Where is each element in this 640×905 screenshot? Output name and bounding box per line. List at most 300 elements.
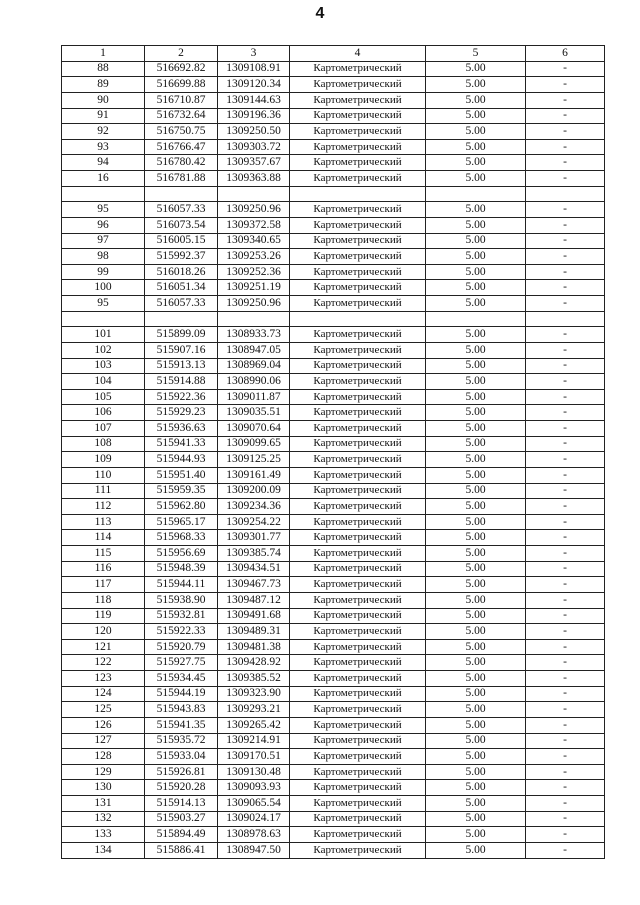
table-row <box>62 171 605 187</box>
x-coordinate-cell: 515894.49 <box>145 827 218 843</box>
x-coordinate-cell: 515936.63 <box>145 421 218 437</box>
accuracy-cell: 5.00 <box>426 342 526 358</box>
method-cell: Картометрический <box>290 77 426 93</box>
note-cell: - <box>526 655 605 671</box>
coordinates-table <box>61 45 605 859</box>
note-cell: - <box>526 592 605 608</box>
accuracy-cell: 5.00 <box>426 405 526 421</box>
x-coordinate-cell: 515941.33 <box>145 436 218 452</box>
x-coordinate-cell: 516005.15 <box>145 233 218 249</box>
point-number-cell: 89 <box>62 77 145 93</box>
point-number-cell: 97 <box>62 233 145 249</box>
method-cell: Картометрический <box>290 202 426 218</box>
point-number-cell: 117 <box>62 577 145 593</box>
point-number-cell: 110 <box>62 467 145 483</box>
note-cell: - <box>526 436 605 452</box>
accuracy-cell: 5.00 <box>426 280 526 296</box>
accuracy-cell: 5.00 <box>426 139 526 155</box>
x-coordinate-cell: 515944.19 <box>145 686 218 702</box>
y-coordinate-cell: 1309250.96 <box>218 202 290 218</box>
method-cell: Картометрический <box>290 639 426 655</box>
method-cell: Картометрический <box>290 671 426 687</box>
note-cell: - <box>526 514 605 530</box>
accuracy-cell: 5.00 <box>426 217 526 233</box>
point-number-cell: 124 <box>62 686 145 702</box>
point-number-cell: 99 <box>62 264 145 280</box>
accuracy-cell: 5.00 <box>426 467 526 483</box>
x-coordinate-cell: 516766.47 <box>145 139 218 155</box>
y-coordinate-cell: 1309214.91 <box>218 733 290 749</box>
accuracy-cell: 5.00 <box>426 436 526 452</box>
point-number-cell: 105 <box>62 389 145 405</box>
y-coordinate-cell: 1309253.26 <box>218 249 290 265</box>
y-coordinate-cell: 1309125.25 <box>218 452 290 468</box>
accuracy-cell: 5.00 <box>426 842 526 858</box>
table-row <box>62 296 605 312</box>
method-cell: Картометрический <box>290 264 426 280</box>
method-cell: Картометрический <box>290 546 426 562</box>
method-cell: Картометрический <box>290 592 426 608</box>
method-cell: Картометрический <box>290 796 426 812</box>
accuracy-cell: 5.00 <box>426 171 526 187</box>
point-number-cell: 132 <box>62 811 145 827</box>
y-coordinate-cell: 1309070.64 <box>218 421 290 437</box>
method-cell: Картометрический <box>290 811 426 827</box>
y-coordinate-cell: 1309372.58 <box>218 217 290 233</box>
x-coordinate-cell: 516750.75 <box>145 124 218 140</box>
accuracy-cell: 5.00 <box>426 624 526 640</box>
note-cell: - <box>526 686 605 702</box>
y-coordinate-cell: 1309093.93 <box>218 780 290 796</box>
accuracy-cell: 5.00 <box>426 561 526 577</box>
method-cell: Картометрический <box>290 436 426 452</box>
y-coordinate-cell <box>218 186 290 202</box>
x-coordinate-cell: 515899.09 <box>145 327 218 343</box>
note-cell: - <box>526 624 605 640</box>
table-row <box>62 811 605 827</box>
note-cell: - <box>526 405 605 421</box>
table-row <box>62 374 605 390</box>
point-number-cell: 108 <box>62 436 145 452</box>
method-cell: Картометрический <box>290 171 426 187</box>
y-coordinate-cell: 1309250.96 <box>218 296 290 312</box>
y-coordinate-cell: 1309200.09 <box>218 483 290 499</box>
table-row <box>62 467 605 483</box>
method-cell: Картометрический <box>290 280 426 296</box>
accuracy-cell: 5.00 <box>426 61 526 77</box>
point-number-cell: 102 <box>62 342 145 358</box>
column-header: 3 <box>218 46 290 62</box>
y-coordinate-cell: 1308969.04 <box>218 358 290 374</box>
point-number-cell: 111 <box>62 483 145 499</box>
table-row <box>62 546 605 562</box>
point-number-cell: 115 <box>62 546 145 562</box>
table-row <box>62 202 605 218</box>
method-cell: Картометрический <box>290 686 426 702</box>
accuracy-cell: 5.00 <box>426 796 526 812</box>
table-row <box>62 780 605 796</box>
table-row <box>62 671 605 687</box>
x-coordinate-cell: 516692.82 <box>145 61 218 77</box>
note-cell: - <box>526 811 605 827</box>
accuracy-cell: 5.00 <box>426 389 526 405</box>
table-body <box>62 61 605 858</box>
table-row <box>62 561 605 577</box>
table-row <box>62 452 605 468</box>
x-coordinate-cell: 515943.83 <box>145 702 218 718</box>
y-coordinate-cell: 1309250.50 <box>218 124 290 140</box>
method-cell: Картометрический <box>290 780 426 796</box>
note-cell: - <box>526 108 605 124</box>
point-number-cell: 122 <box>62 655 145 671</box>
note-cell: - <box>526 155 605 171</box>
point-number-cell: 134 <box>62 842 145 858</box>
method-cell: Картометрический <box>290 249 426 265</box>
table-row <box>62 311 605 327</box>
x-coordinate-cell: 515965.17 <box>145 514 218 530</box>
method-cell: Картометрический <box>290 374 426 390</box>
table-row <box>62 733 605 749</box>
column-header: 5 <box>426 46 526 62</box>
note-cell: - <box>526 842 605 858</box>
accuracy-cell: 5.00 <box>426 577 526 593</box>
y-coordinate-cell: 1309340.65 <box>218 233 290 249</box>
x-coordinate-cell <box>145 186 218 202</box>
note-cell: - <box>526 499 605 515</box>
table-row <box>62 389 605 405</box>
method-cell: Картометрический <box>290 405 426 421</box>
note-cell: - <box>526 421 605 437</box>
point-number-cell: 94 <box>62 155 145 171</box>
x-coordinate-cell: 515938.90 <box>145 592 218 608</box>
method-cell: Картометрический <box>290 421 426 437</box>
x-coordinate-cell: 515929.23 <box>145 405 218 421</box>
table-row <box>62 249 605 265</box>
method-cell: Картометрический <box>290 514 426 530</box>
method-cell: Картометрический <box>290 233 426 249</box>
accuracy-cell: 5.00 <box>426 702 526 718</box>
y-coordinate-cell: 1309099.65 <box>218 436 290 452</box>
y-coordinate-cell: 1309120.34 <box>218 77 290 93</box>
point-number-cell: 119 <box>62 608 145 624</box>
point-number-cell: 88 <box>62 61 145 77</box>
accuracy-cell: 5.00 <box>426 827 526 843</box>
accuracy-cell: 5.00 <box>426 296 526 312</box>
table-row <box>62 92 605 108</box>
x-coordinate-cell: 516051.34 <box>145 280 218 296</box>
x-coordinate-cell: 515951.40 <box>145 467 218 483</box>
y-coordinate-cell: 1309293.21 <box>218 702 290 718</box>
accuracy-cell <box>426 311 526 327</box>
y-coordinate-cell: 1309108.91 <box>218 61 290 77</box>
y-coordinate-cell: 1309301.77 <box>218 530 290 546</box>
method-cell: Картометрический <box>290 842 426 858</box>
table-row <box>62 764 605 780</box>
table-row <box>62 186 605 202</box>
column-header: 1 <box>62 46 145 62</box>
y-coordinate-cell: 1309363.88 <box>218 171 290 187</box>
note-cell: - <box>526 202 605 218</box>
y-coordinate-cell: 1309234.36 <box>218 499 290 515</box>
point-number-cell: 16 <box>62 171 145 187</box>
x-coordinate-cell: 515944.11 <box>145 577 218 593</box>
method-cell: Картометрический <box>290 92 426 108</box>
method-cell: Картометрический <box>290 467 426 483</box>
point-number-cell: 133 <box>62 827 145 843</box>
note-cell: - <box>526 327 605 343</box>
method-cell: Картометрический <box>290 655 426 671</box>
accuracy-cell: 5.00 <box>426 77 526 93</box>
point-number-cell: 107 <box>62 421 145 437</box>
method-cell: Картометрический <box>290 452 426 468</box>
point-number-cell <box>62 186 145 202</box>
table-row <box>62 61 605 77</box>
y-coordinate-cell: 1309252.36 <box>218 264 290 280</box>
note-cell: - <box>526 483 605 499</box>
point-number-cell: 123 <box>62 671 145 687</box>
table-row <box>62 499 605 515</box>
note-cell: - <box>526 217 605 233</box>
x-coordinate-cell: 516699.88 <box>145 77 218 93</box>
point-number-cell: 113 <box>62 514 145 530</box>
method-cell: Картометрический <box>290 124 426 140</box>
table-row <box>62 421 605 437</box>
accuracy-cell: 5.00 <box>426 717 526 733</box>
accuracy-cell: 5.00 <box>426 671 526 687</box>
x-coordinate-cell: 515907.16 <box>145 342 218 358</box>
accuracy-cell: 5.00 <box>426 92 526 108</box>
table-row <box>62 342 605 358</box>
note-cell: - <box>526 717 605 733</box>
table-row <box>62 139 605 155</box>
note-cell: - <box>526 827 605 843</box>
method-cell: Картометрический <box>290 327 426 343</box>
y-coordinate-cell: 1309024.17 <box>218 811 290 827</box>
table-row <box>62 327 605 343</box>
method-cell: Картометрический <box>290 827 426 843</box>
table-row <box>62 827 605 843</box>
point-number-cell: 120 <box>62 624 145 640</box>
y-coordinate-cell: 1309489.31 <box>218 624 290 640</box>
note-cell: - <box>526 608 605 624</box>
table-row <box>62 264 605 280</box>
y-coordinate-cell: 1309385.74 <box>218 546 290 562</box>
accuracy-cell: 5.00 <box>426 655 526 671</box>
x-coordinate-cell: 515886.41 <box>145 842 218 858</box>
table-row <box>62 655 605 671</box>
point-number-cell <box>62 311 145 327</box>
point-number-cell: 91 <box>62 108 145 124</box>
method-cell: Картометрический <box>290 108 426 124</box>
x-coordinate-cell: 516057.33 <box>145 202 218 218</box>
y-coordinate-cell: 1308978.63 <box>218 827 290 843</box>
note-cell: - <box>526 561 605 577</box>
table-row <box>62 280 605 296</box>
accuracy-cell: 5.00 <box>426 233 526 249</box>
table-row <box>62 108 605 124</box>
point-number-cell: 92 <box>62 124 145 140</box>
accuracy-cell: 5.00 <box>426 155 526 171</box>
x-coordinate-cell: 516073.54 <box>145 217 218 233</box>
note-cell: - <box>526 358 605 374</box>
x-coordinate-cell: 515920.28 <box>145 780 218 796</box>
method-cell: Картометрический <box>290 155 426 171</box>
accuracy-cell: 5.00 <box>426 421 526 437</box>
y-coordinate-cell: 1309130.48 <box>218 764 290 780</box>
note-cell: - <box>526 342 605 358</box>
accuracy-cell: 5.00 <box>426 686 526 702</box>
y-coordinate-cell: 1309357.67 <box>218 155 290 171</box>
method-cell: Картометрический <box>290 702 426 718</box>
accuracy-cell: 5.00 <box>426 452 526 468</box>
note-cell: - <box>526 374 605 390</box>
note-cell: - <box>526 61 605 77</box>
point-number-cell: 103 <box>62 358 145 374</box>
note-cell: - <box>526 296 605 312</box>
table-row <box>62 436 605 452</box>
method-cell: Картометрический <box>290 717 426 733</box>
note-cell: - <box>526 92 605 108</box>
table-row <box>62 608 605 624</box>
point-number-cell: 109 <box>62 452 145 468</box>
x-coordinate-cell: 515914.13 <box>145 796 218 812</box>
note-cell: - <box>526 249 605 265</box>
point-number-cell: 112 <box>62 499 145 515</box>
note-cell: - <box>526 280 605 296</box>
note-cell: - <box>526 671 605 687</box>
x-coordinate-cell: 515933.04 <box>145 749 218 765</box>
method-cell: Картометрический <box>290 217 426 233</box>
method-cell: Картометрический <box>290 733 426 749</box>
point-number-cell: 93 <box>62 139 145 155</box>
x-coordinate-cell: 515922.36 <box>145 389 218 405</box>
table-row <box>62 217 605 233</box>
point-number-cell: 100 <box>62 280 145 296</box>
method-cell: Картометрический <box>290 61 426 77</box>
table-row <box>62 358 605 374</box>
table-row <box>62 592 605 608</box>
table-row <box>62 124 605 140</box>
accuracy-cell: 5.00 <box>426 530 526 546</box>
note-cell: - <box>526 796 605 812</box>
table-row <box>62 796 605 812</box>
accuracy-cell: 5.00 <box>426 764 526 780</box>
accuracy-cell: 5.00 <box>426 327 526 343</box>
accuracy-cell: 5.00 <box>426 811 526 827</box>
x-coordinate-cell: 515932.81 <box>145 608 218 624</box>
accuracy-cell: 5.00 <box>426 499 526 515</box>
point-number-cell: 95 <box>62 202 145 218</box>
y-coordinate-cell: 1309487.12 <box>218 592 290 608</box>
note-cell: - <box>526 139 605 155</box>
x-coordinate-cell: 516732.64 <box>145 108 218 124</box>
accuracy-cell: 5.00 <box>426 124 526 140</box>
point-number-cell: 125 <box>62 702 145 718</box>
note-cell: - <box>526 124 605 140</box>
x-coordinate-cell: 515948.39 <box>145 561 218 577</box>
x-coordinate-cell: 515959.35 <box>145 483 218 499</box>
y-coordinate-cell: 1308947.50 <box>218 842 290 858</box>
x-coordinate-cell <box>145 311 218 327</box>
table-row <box>62 514 605 530</box>
point-number-cell: 129 <box>62 764 145 780</box>
table-row <box>62 155 605 171</box>
header-row <box>62 46 605 62</box>
note-cell: - <box>526 264 605 280</box>
y-coordinate-cell: 1309481.38 <box>218 639 290 655</box>
method-cell: Картометрический <box>290 764 426 780</box>
x-coordinate-cell: 516781.88 <box>145 171 218 187</box>
x-coordinate-cell: 515903.27 <box>145 811 218 827</box>
table-row <box>62 405 605 421</box>
x-coordinate-cell: 515962.80 <box>145 499 218 515</box>
table-row <box>62 577 605 593</box>
table-row <box>62 702 605 718</box>
accuracy-cell: 5.00 <box>426 639 526 655</box>
note-cell <box>526 311 605 327</box>
table-row <box>62 749 605 765</box>
method-cell <box>290 311 426 327</box>
point-number-cell: 130 <box>62 780 145 796</box>
point-number-cell: 131 <box>62 796 145 812</box>
table-row <box>62 530 605 546</box>
accuracy-cell: 5.00 <box>426 733 526 749</box>
point-number-cell: 118 <box>62 592 145 608</box>
accuracy-cell: 5.00 <box>426 483 526 499</box>
x-coordinate-cell: 515941.35 <box>145 717 218 733</box>
method-cell: Картометрический <box>290 608 426 624</box>
table-header <box>62 46 605 62</box>
x-coordinate-cell: 515956.69 <box>145 546 218 562</box>
x-coordinate-cell: 515992.37 <box>145 249 218 265</box>
method-cell: Картометрический <box>290 749 426 765</box>
x-coordinate-cell: 515926.81 <box>145 764 218 780</box>
point-number-cell: 128 <box>62 749 145 765</box>
point-number-cell: 98 <box>62 249 145 265</box>
y-coordinate-cell: 1308990.06 <box>218 374 290 390</box>
x-coordinate-cell: 515913.13 <box>145 358 218 374</box>
y-coordinate-cell: 1309035.51 <box>218 405 290 421</box>
note-cell: - <box>526 530 605 546</box>
method-cell: Картометрический <box>290 483 426 499</box>
y-coordinate-cell: 1309265.42 <box>218 717 290 733</box>
note-cell: - <box>526 546 605 562</box>
y-coordinate-cell: 1309491.68 <box>218 608 290 624</box>
note-cell: - <box>526 702 605 718</box>
x-coordinate-cell: 516057.33 <box>145 296 218 312</box>
method-cell: Картометрический <box>290 624 426 640</box>
x-coordinate-cell: 515920.79 <box>145 639 218 655</box>
point-number-cell: 90 <box>62 92 145 108</box>
point-number-cell: 116 <box>62 561 145 577</box>
y-coordinate-cell: 1309170.51 <box>218 749 290 765</box>
accuracy-cell: 5.00 <box>426 749 526 765</box>
y-coordinate-cell: 1309385.52 <box>218 671 290 687</box>
y-coordinate-cell: 1309254.22 <box>218 514 290 530</box>
accuracy-cell: 5.00 <box>426 608 526 624</box>
page-number: 4 <box>315 5 325 22</box>
accuracy-cell: 5.00 <box>426 546 526 562</box>
y-coordinate-cell: 1309065.54 <box>218 796 290 812</box>
column-header: 6 <box>526 46 605 62</box>
method-cell: Картометрический <box>290 577 426 593</box>
note-cell: - <box>526 764 605 780</box>
method-cell: Картометрический <box>290 530 426 546</box>
column-header: 2 <box>145 46 218 62</box>
accuracy-cell: 5.00 <box>426 202 526 218</box>
y-coordinate-cell: 1309196.36 <box>218 108 290 124</box>
note-cell <box>526 186 605 202</box>
